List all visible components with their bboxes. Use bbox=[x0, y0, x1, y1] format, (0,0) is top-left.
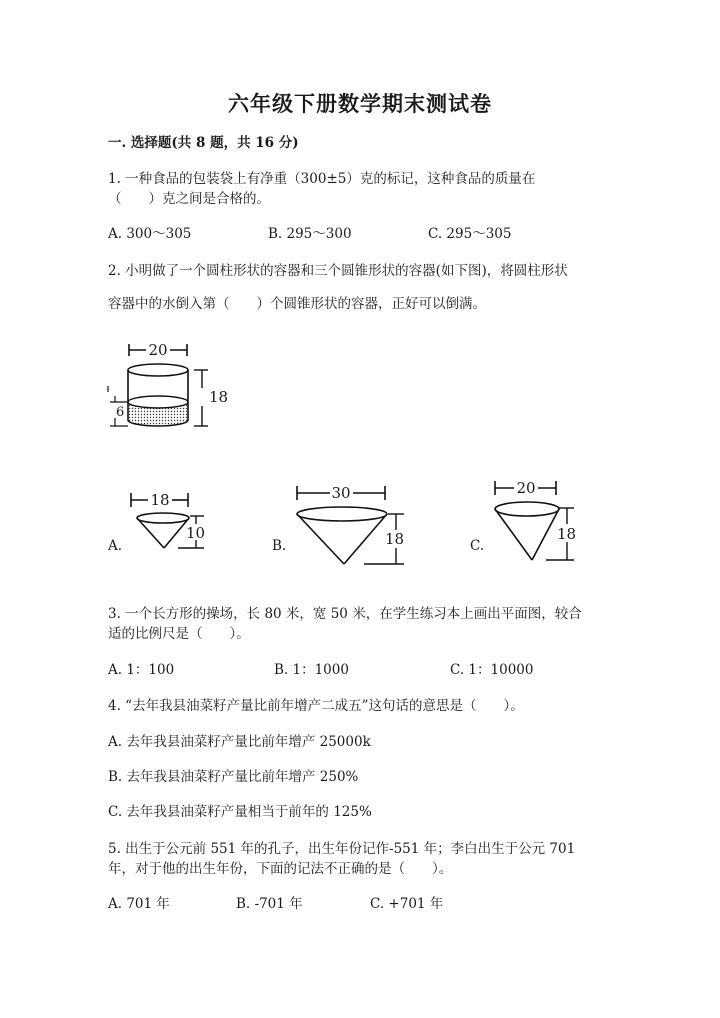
q3-text-line2: 适的比例尺是（ ）。 bbox=[108, 626, 250, 642]
q4-option-c: C. 去年我县油菜籽产量相当于前年的 125% bbox=[108, 804, 372, 820]
q5-option-b: B. -701 年 bbox=[236, 896, 303, 912]
q1-option-b: B. 295～300 bbox=[268, 226, 352, 242]
q1-text-line1: 1. 一种食品的包装袋上有净重（300±5）克的标记，这种食品的质量在 bbox=[108, 171, 536, 187]
page-title: 六年级下册数学期末测试卷 bbox=[228, 91, 492, 116]
q3-option-b: B. 1：1000 bbox=[274, 662, 349, 678]
q4-option-a: A. 去年我县油菜籽产量比前年增产 25000k bbox=[108, 734, 371, 750]
cone-c-diameter-label: 20 bbox=[516, 479, 536, 497]
cone-c-height-label: 18 bbox=[557, 525, 577, 543]
q4-option-b: B. 去年我县油菜籽产量比前年增产 250% bbox=[108, 769, 359, 785]
cone-b-diameter-label: 30 bbox=[331, 484, 351, 502]
cone-a-figure bbox=[128, 490, 218, 560]
q4-text-line1: 4. “去年我县油菜籽产量比前年增产二成五”这句话的意思是（ ）。 bbox=[108, 698, 524, 714]
q2-cone-c-label: C. bbox=[470, 538, 485, 554]
q2-text-line2: 容器中的水倒入第（ ）个圆锥形状的容器，正好可以倒满。 bbox=[108, 296, 486, 312]
cone-a-diameter-label: 18 bbox=[150, 491, 170, 509]
q5-text-line1: 5. 出生于公元前 551 年的孔子，出生年份记作-551 年；李白出生于公元 701 bbox=[108, 841, 576, 857]
cone-c-figure bbox=[490, 478, 590, 568]
q3-option-c: C. 1：10000 bbox=[450, 662, 534, 678]
cone-a-height-label: 10 bbox=[186, 524, 206, 542]
q5-text-line2: 年，对于他的出生年份，下面的记法不正确的是（ ）。 bbox=[108, 861, 453, 877]
q1-text-line2: （ ）克之间是合格的。 bbox=[108, 191, 270, 207]
cylinder-water-label: 6 bbox=[116, 405, 125, 420]
cylinder-height-label: 18 bbox=[209, 388, 229, 406]
q2-cone-a-label: A. bbox=[108, 538, 123, 554]
cone-b-height-label: 18 bbox=[385, 530, 405, 548]
section-heading: 一. 选择题(共 8 题，共 16 分) bbox=[108, 135, 299, 151]
q5-option-c: C. +701 年 bbox=[370, 896, 444, 912]
q1-option-c: C. 295～305 bbox=[428, 226, 512, 242]
q2-text-line1: 2. 小明做了一个圆柱形状的容器和三个圆锥形状的容器(如下图)，将圆柱形状 bbox=[108, 263, 568, 279]
cone-b-figure bbox=[292, 482, 412, 572]
q1-option-a: A. 300～305 bbox=[108, 226, 192, 242]
cylinder-diameter-label: 20 bbox=[148, 341, 168, 359]
q3-option-a: A. 1：100 bbox=[108, 662, 175, 678]
cylinder-figure bbox=[104, 338, 229, 438]
q5-option-a: A. 701 年 bbox=[108, 896, 170, 912]
q2-cone-b-label: B. bbox=[272, 538, 287, 554]
q3-text-line1: 3. 一个长方形的操场，长 80 米，宽 50 米，在学生练习本上画出平面图，较合 bbox=[108, 606, 582, 622]
